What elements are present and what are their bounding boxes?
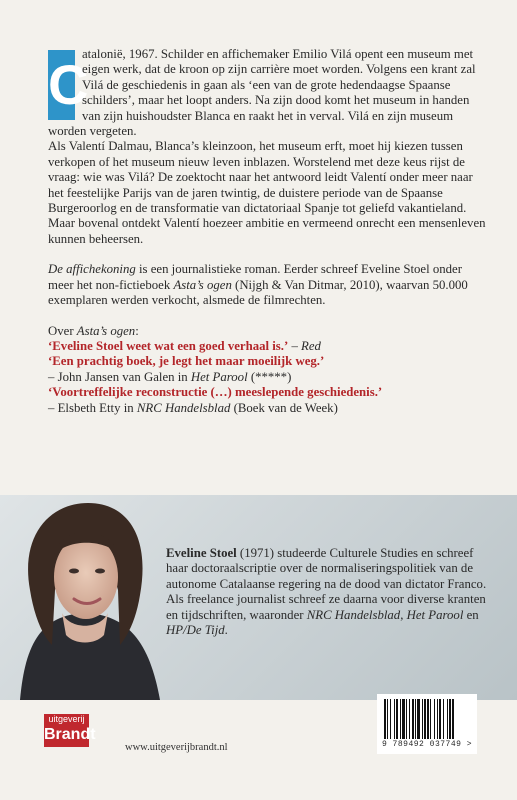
author-bio: Eveline Stoel (1971) studeerde Culturele Studies en schreef haar doctoraalscriptie over de normaliseringspolitiek van de autonome Catalaanse regering na de dood van dictator Franco. Als freelance journalist schreef ze daarna voor diverse kranten en tijdschriften, waaronder NRC Handelsblad, Het Parool en HP/De Tijd.: [166, 546, 487, 638]
previous-book-title: Asta’s ogen: [173, 277, 232, 292]
blurb-paragraph-1: atalonië, 1967. Schilder en affichemaker Emilio Vilá opent een museum met eigen werk, dat de kroon op zijn carrière moet worden. Volgens een krant zal Vilá de geschiedenis in gaan als ‘een van de grote hedendaagse Spaanse schilders’, maar het loopt anders. Na zijn dood komt het museum in handen van zijn huishoudster Blanca en raakt het in verval. Vilá en zijn museum worden vergeten.: [48, 47, 476, 139]
barcode-icon: [382, 699, 472, 739]
blurb-text: [48, 47, 488, 416]
isbn-barcode: [377, 694, 477, 754]
review-3: ‘Voortreffelijke reconstructie (…) meeslepende geschiedenis.’: [48, 385, 383, 400]
about-paragraph: De affichekoning is een journalistieke roman. Eerder schreef Eveline Stoel onder meer het non-fictieboek Asta’s ogen (Nijgh & Van Ditmar, 2010), waarvan 50.000 exemplaren werden verkocht, alsmede de filmrechten.: [48, 262, 468, 308]
review-2-source: – John Jansen van Galen in Het Parool (*****): [48, 369, 292, 384]
publisher-url: www.uitgeverijbrandt.nl: [125, 742, 228, 753]
review-2: ‘Een prachtig boek, je legt het maar moeilijk weg.’: [48, 354, 325, 369]
dropcap: C: [48, 50, 75, 120]
author-photo-band: [0, 495, 517, 800]
review-3-source: – Elsbeth Etty in NRC Handelsblad (Boek van de Week): [48, 400, 338, 415]
reviews-intro: Over Asta’s ogen:: [48, 323, 139, 338]
publisher-logo: uitgeverij Brandt: [44, 714, 89, 747]
author-portrait: [0, 495, 170, 700]
isbn-digits: 9 789492 037749 >: [381, 740, 473, 749]
book-title: De affichekoning: [48, 262, 136, 277]
review-1: ‘Eveline Stoel weet wat een goed verhaal is.’ – Red: [48, 338, 321, 353]
blurb-paragraph-2: Als Valentí Dalmau, Blanca’s kleinzoon, het museum erft, moet hij kiezen tussen verkopen of het museum nieuw leven inblazen. Worstelend met deze keus rijst de vraag: wie was Vilá? De zoektocht naar het antwoord leidt Valentí onder meer naar het feestelijke Parijs van de jaren twintig, de duistere periode van de Spaanse Burgeroorlog en de transformatie van dictatoriaal Spanje tot geliefd vakantieland. Maar bovenal ontdekt Valentí hoezeer ambitie en vermeend onrecht een mensenleven kunnen beheersen.: [48, 139, 486, 246]
author-name: Eveline Stoel: [166, 546, 237, 560]
